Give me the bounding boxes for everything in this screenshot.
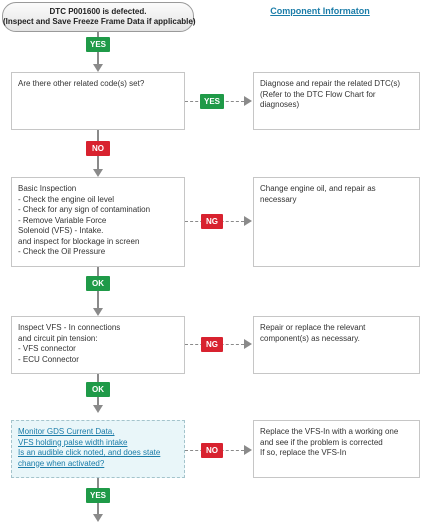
step-3-question-box	[11, 316, 185, 374]
step-3-question-line: - ECU Connector	[18, 354, 79, 364]
step-1-question-line: Are there other related code(s) set?	[18, 79, 145, 88]
step-2-question-box	[11, 177, 185, 267]
step-4-action-line: Replace the VFS-In with a working one	[260, 427, 399, 436]
step-4-question-link[interactable]: VFS holding palse width intake	[18, 437, 128, 447]
step-2-ok-badge: OK	[86, 276, 110, 291]
arrow-down-icon	[93, 169, 103, 177]
step-2-action-box	[253, 177, 420, 267]
step-4-question-link[interactable]: Monitor GDS Current Data,	[18, 427, 115, 436]
step-3-question-line: Inspect VFS - In connections	[18, 323, 121, 332]
step-3-ng-badge: NG	[201, 337, 223, 352]
step-2-question-line: - Check the engine oil level	[18, 194, 115, 204]
arrow-down-icon	[93, 405, 103, 413]
step-2-question-line: Basic Inspection	[18, 184, 77, 193]
step-1-action-line: Diagnose and repair the related DTC(s)	[260, 79, 401, 88]
start-line-1: DTC P001600 is defected.	[49, 7, 147, 16]
step-2-ng-badge: NG	[201, 214, 223, 229]
connector-line	[97, 478, 99, 488]
step-1-yes-badge: YES	[200, 94, 224, 109]
step-4-no-badge: NO	[201, 443, 223, 458]
step-2-question-line: - Check for any sign of contamination	[18, 205, 151, 214]
step-4-action-line: and see if the problem is corrected	[260, 437, 383, 447]
yes-badge: YES	[86, 37, 110, 52]
start-line-2: (Inspect and Save Freeze Frame Data if applicable)	[3, 17, 196, 26]
step-4-yes-badge: YES	[86, 488, 110, 503]
step-2-question-line: - Remove Variable Force	[18, 215, 107, 225]
step-1-action-box	[253, 72, 420, 130]
arrow-right-icon	[244, 216, 252, 226]
step-2-question-line: Solenoid (VFS) - Intake.	[18, 226, 104, 235]
step-4-action-box	[253, 420, 420, 478]
arrow-right-icon	[244, 339, 252, 349]
component-information-link[interactable]: Component Informaton	[270, 6, 370, 16]
step-3-ok-badge: OK	[86, 382, 110, 397]
step-3-question-line: - VFS connector	[18, 344, 76, 353]
step-1-action-line: diagnoses)	[260, 100, 300, 109]
step-1-no-badge: NO	[86, 141, 110, 156]
step-4-question-link[interactable]: Is an audible click noted, and does state	[18, 448, 161, 457]
step-2-action-line: Change engine oil, and repair as	[260, 184, 376, 193]
arrow-right-icon	[244, 445, 252, 455]
arrow-right-icon	[244, 96, 252, 106]
step-3-question-line: and circuit pin tension:	[18, 333, 98, 343]
arrow-down-icon	[93, 64, 103, 72]
step-1-question-box	[11, 72, 185, 130]
arrow-down-icon	[93, 514, 103, 522]
step-3-action-line: Repair or replace the relevant	[260, 323, 366, 332]
step-4-question-box	[11, 420, 185, 478]
start-node	[2, 2, 194, 32]
arrow-down-icon	[93, 308, 103, 316]
step-2-question-line: - Check the Oil Pressure	[18, 247, 106, 256]
step-3-action-line: component(s) as necessary.	[260, 333, 360, 343]
step-1-action-line: (Refer to the DTC Flow Chart for	[260, 89, 376, 99]
step-4-action-line: If so, replace the VFS-In	[260, 448, 347, 457]
step-3-action-box	[253, 316, 420, 374]
step-2-action-line: necessary	[260, 194, 297, 204]
step-2-question-line: and inspect for blockage in screen	[18, 236, 140, 246]
step-4-question-link[interactable]: change when activated?	[18, 458, 105, 468]
